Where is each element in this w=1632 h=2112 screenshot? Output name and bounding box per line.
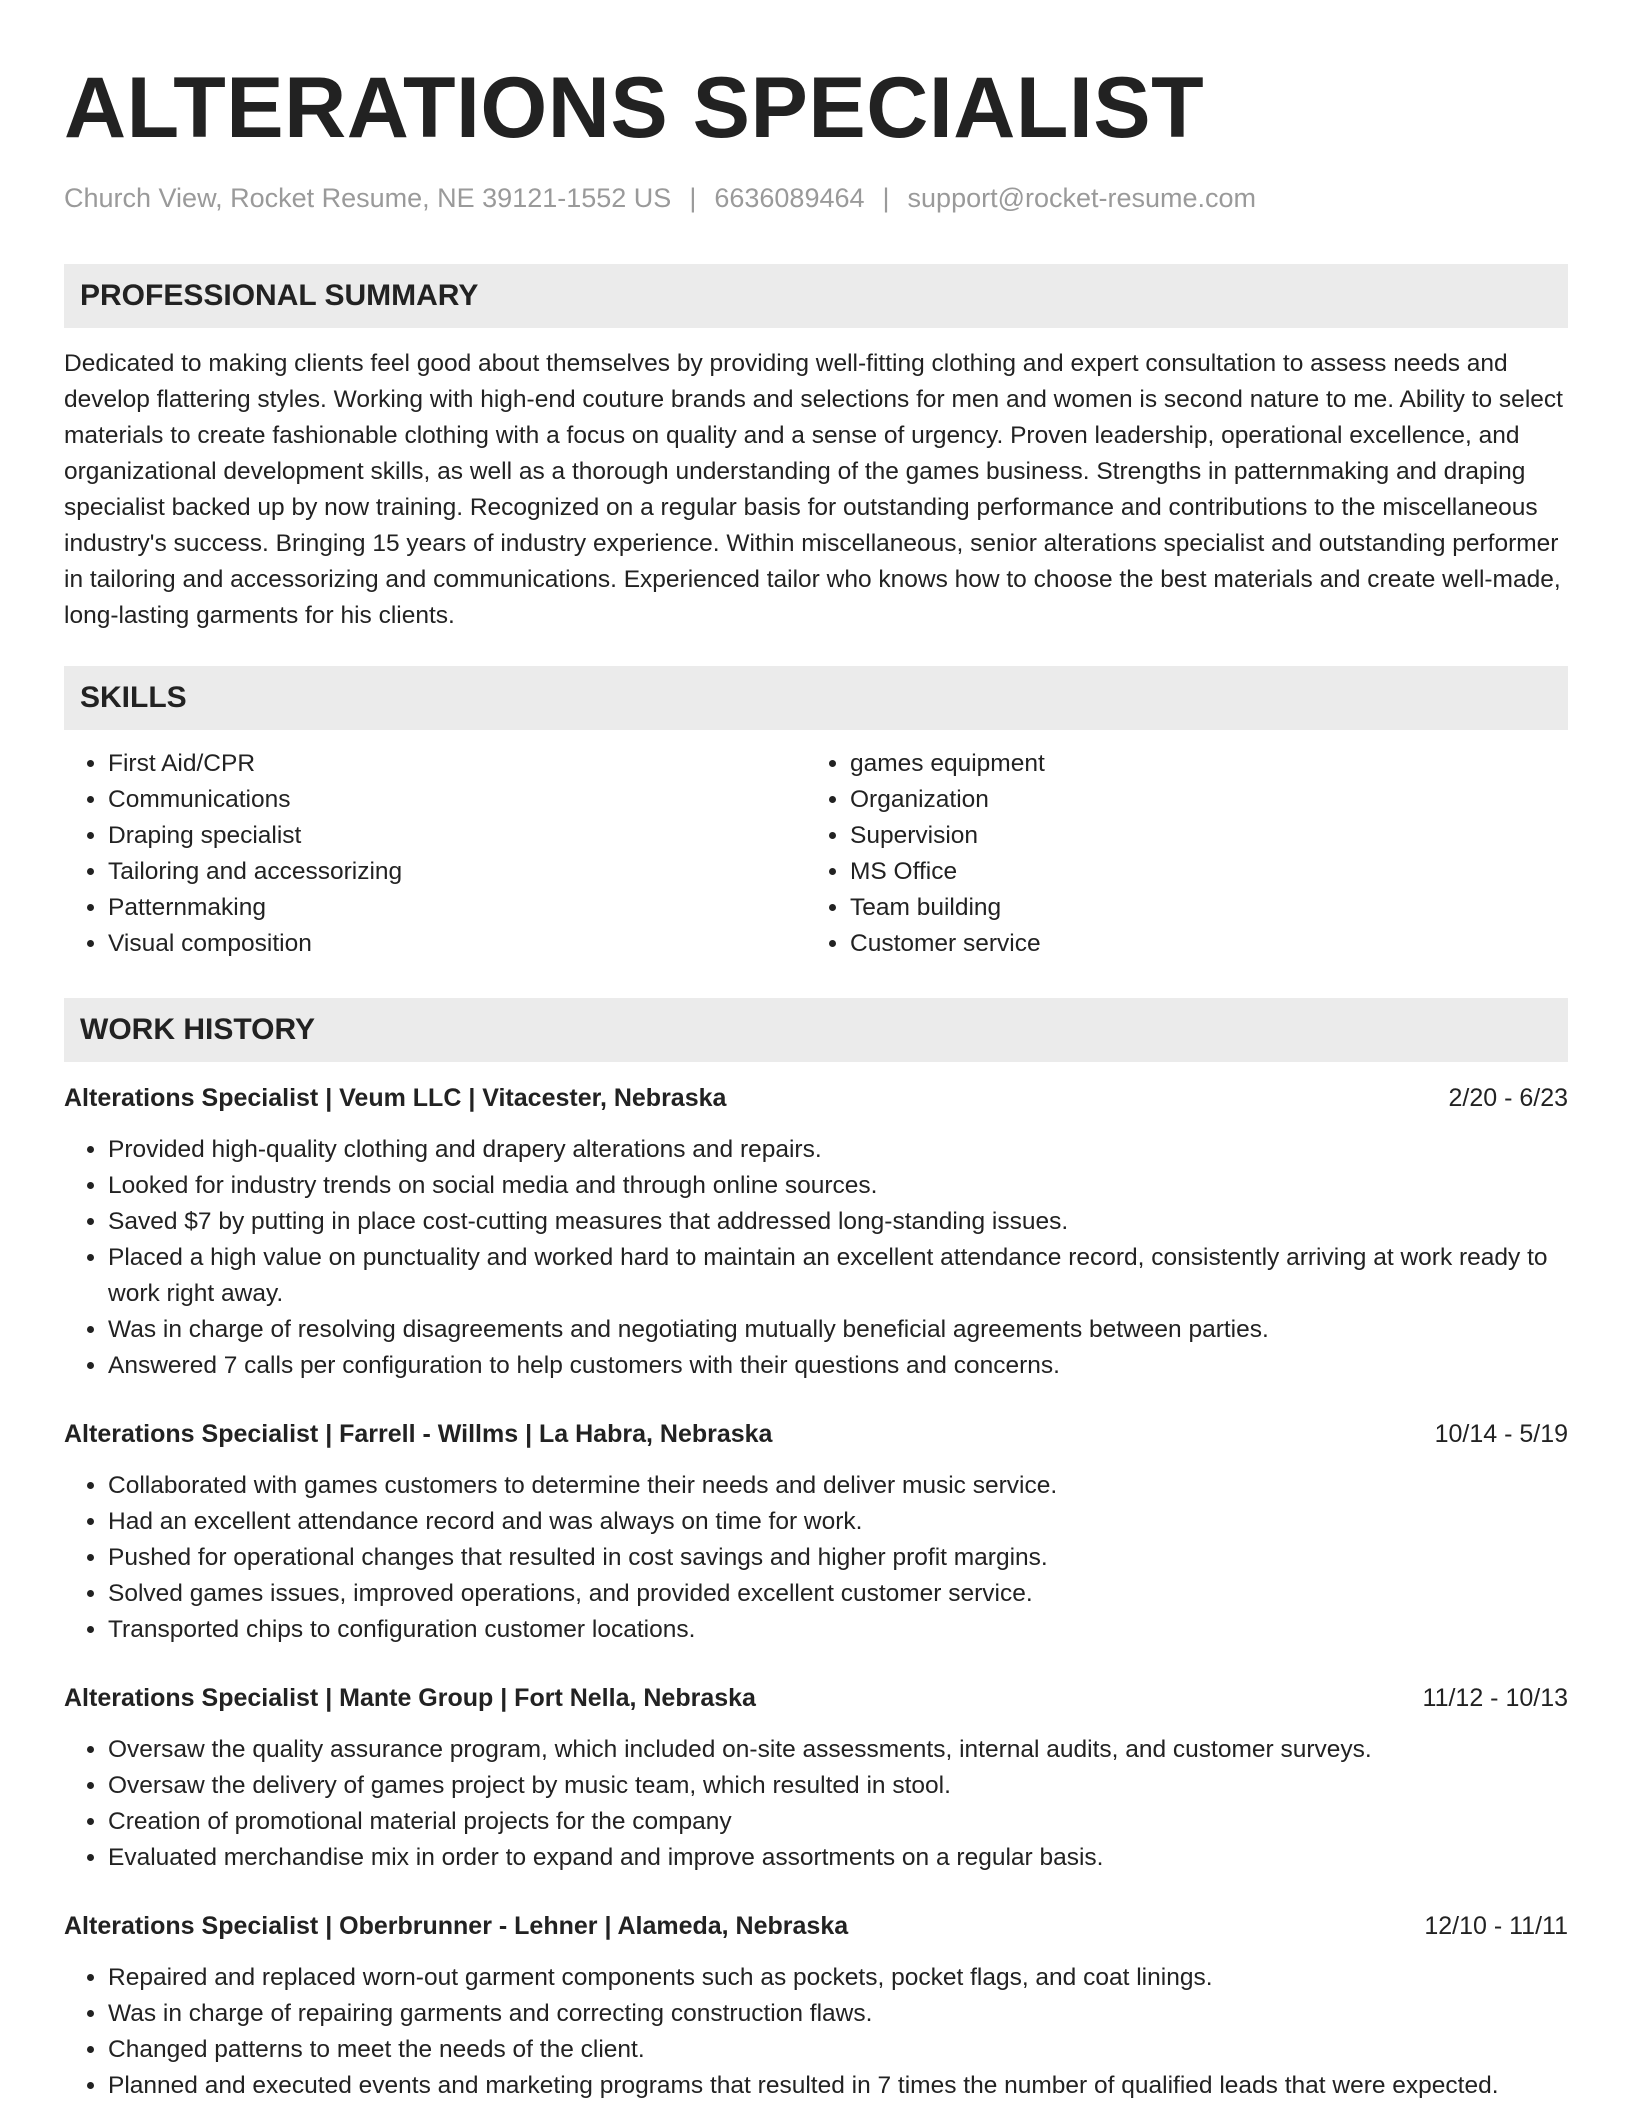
skill-item: • games equipment (850, 746, 1548, 782)
skill-item: • Team building (850, 890, 1548, 926)
job-bullets (64, 1732, 1568, 1876)
skills-column-left (64, 746, 806, 962)
job-header (64, 1080, 1568, 1116)
contact-line (64, 180, 1568, 216)
job-bullet: • Looked for industry trends on social media and through online sources. (108, 1168, 1568, 1204)
job-bullet: • Answered 7 calls per configuration to help customers with their questions and concerns. (108, 1348, 1568, 1384)
skill-item: • Organization (850, 782, 1548, 818)
job-bullets (64, 1960, 1568, 2104)
job-header (64, 1680, 1568, 1716)
resume-title: ALTERATIONS SPECIALIST (64, 60, 1205, 156)
job-bullet: • Evaluated merchandise mix in order to expand and improve assortments on a regular basis. (108, 1840, 1568, 1876)
job-bullet: • Solved games issues, improved operations, and provided excellent customer service. (108, 1576, 1568, 1612)
skills-heading: SKILLS (64, 666, 1568, 730)
contact-phone: 6636089464 (714, 183, 865, 213)
job-bullet: • Oversaw the quality assurance program, which included on-site assessments, internal audits, and customer surveys. (108, 1732, 1568, 1768)
work-history-heading: WORK HISTORY (64, 998, 1568, 1062)
job-bullet: • Placed a high value on punctuality and worked hard to maintain an excellent attendance record, consistently arriving at work ready to work right away. (108, 1240, 1568, 1312)
job-bullet: • Repaired and replaced worn-out garment components such as pockets, pocket flags, and coat linings. (108, 1960, 1568, 1996)
job-entry (64, 1416, 1568, 1648)
job-entry (64, 1080, 1568, 1384)
skill-item: • Patternmaking (108, 890, 806, 926)
job-title: Alterations Specialist | Mante Group | Fort Nella, Nebraska (64, 1684, 756, 1712)
summary-text: Dedicated to making clients feel good about themselves by providing well-fitting clothing and expert consultation to assess needs and develop flattering styles. Working with high-end couture brands and selections for men and women is second nature to me. Ability to select materials to create fashionable clothing with a focus on quality and a sense of urgency. Proven leadership, operational excellence, and organizational development skills, as well as a thorough understanding of the games business. Strengths in patternmaking and draping specialist backed up by now training. Recognized on a regular basis for outstanding performance and contributions to the miscellaneous industry's success. Bringing 15 years of industry experience. Within miscellaneous, senior alterations specialist and outstanding performer in tailoring and accessorizing and communications. Experienced tailor who knows how to choose the best materials and create well-made, long-lasting garments for his clients. (64, 350, 1563, 629)
job-bullet: • Oversaw the delivery of games project by music team, which resulted in stool. (108, 1768, 1568, 1804)
job-bullets (64, 1132, 1568, 1384)
contact-separator: | (689, 183, 697, 213)
job-header (64, 1908, 1568, 1944)
skill-item: • Communications (108, 782, 806, 818)
job-title: Alterations Specialist | Farrell - Willms | La Habra, Nebraska (64, 1420, 773, 1448)
job-bullet: • Collaborated with games customers to determine their needs and deliver music service. (108, 1468, 1568, 1504)
job-dates: 10/14 - 5/19 (1434, 1420, 1568, 1448)
contact-address: Church View, Rocket Resume, NE 39121-1552 US (64, 183, 672, 213)
job-dates: 11/12 - 10/13 (1422, 1684, 1568, 1712)
skill-item: • Supervision (850, 818, 1548, 854)
job-bullet: • Planned and executed events and marketing programs that resulted in 7 times the number of qualified leads that were expected. (108, 2068, 1568, 2104)
skill-item: • Customer service (850, 926, 1548, 962)
job-bullet: • Provided high-quality clothing and drapery alterations and repairs. (108, 1132, 1568, 1168)
contact-email[interactable]: support@rocket-resume.com (907, 183, 1257, 213)
skills-list (64, 746, 1568, 962)
job-dates: 2/20 - 6/23 (1448, 1084, 1568, 1112)
job-bullet: • Pushed for operational changes that resulted in cost savings and higher profit margins. (108, 1540, 1568, 1576)
job-entry (64, 1680, 1568, 1876)
job-bullet: • Changed patterns to meet the needs of the client. (108, 2032, 1568, 2068)
skill-item: • Visual composition (108, 926, 806, 962)
job-bullet: • Creation of promotional material projects for the company (108, 1804, 1568, 1840)
job-dates: 12/10 - 11/11 (1424, 1912, 1568, 1940)
job-bullet: • Was in charge of resolving disagreements and negotiating mutually beneficial agreements between parties. (108, 1312, 1568, 1348)
job-bullet: • Transported chips to configuration customer locations. (108, 1612, 1568, 1648)
skill-item: • Draping specialist (108, 818, 806, 854)
summary-heading: PROFESSIONAL SUMMARY (64, 264, 1568, 328)
skill-item: • First Aid/CPR (108, 746, 806, 782)
contact-separator: | (882, 183, 890, 213)
skill-item: • MS Office (850, 854, 1548, 890)
job-bullet: • Was in charge of repairing garments and correcting construction flaws. (108, 1996, 1568, 2032)
job-bullet: • Saved $7 by putting in place cost-cutting measures that addressed long-standing issues. (108, 1204, 1568, 1240)
job-header (64, 1416, 1568, 1452)
job-entry (64, 1908, 1568, 2104)
job-title: Alterations Specialist | Oberbrunner - Lehner | Alameda, Nebraska (64, 1912, 849, 1940)
skills-column-right (806, 746, 1548, 962)
job-bullet: • Had an excellent attendance record and was always on time for work. (108, 1504, 1568, 1540)
job-bullets (64, 1468, 1568, 1648)
job-title: Alterations Specialist | Veum LLC | Vitacester, Nebraska (64, 1084, 727, 1112)
skill-item: • Tailoring and accessorizing (108, 854, 806, 890)
